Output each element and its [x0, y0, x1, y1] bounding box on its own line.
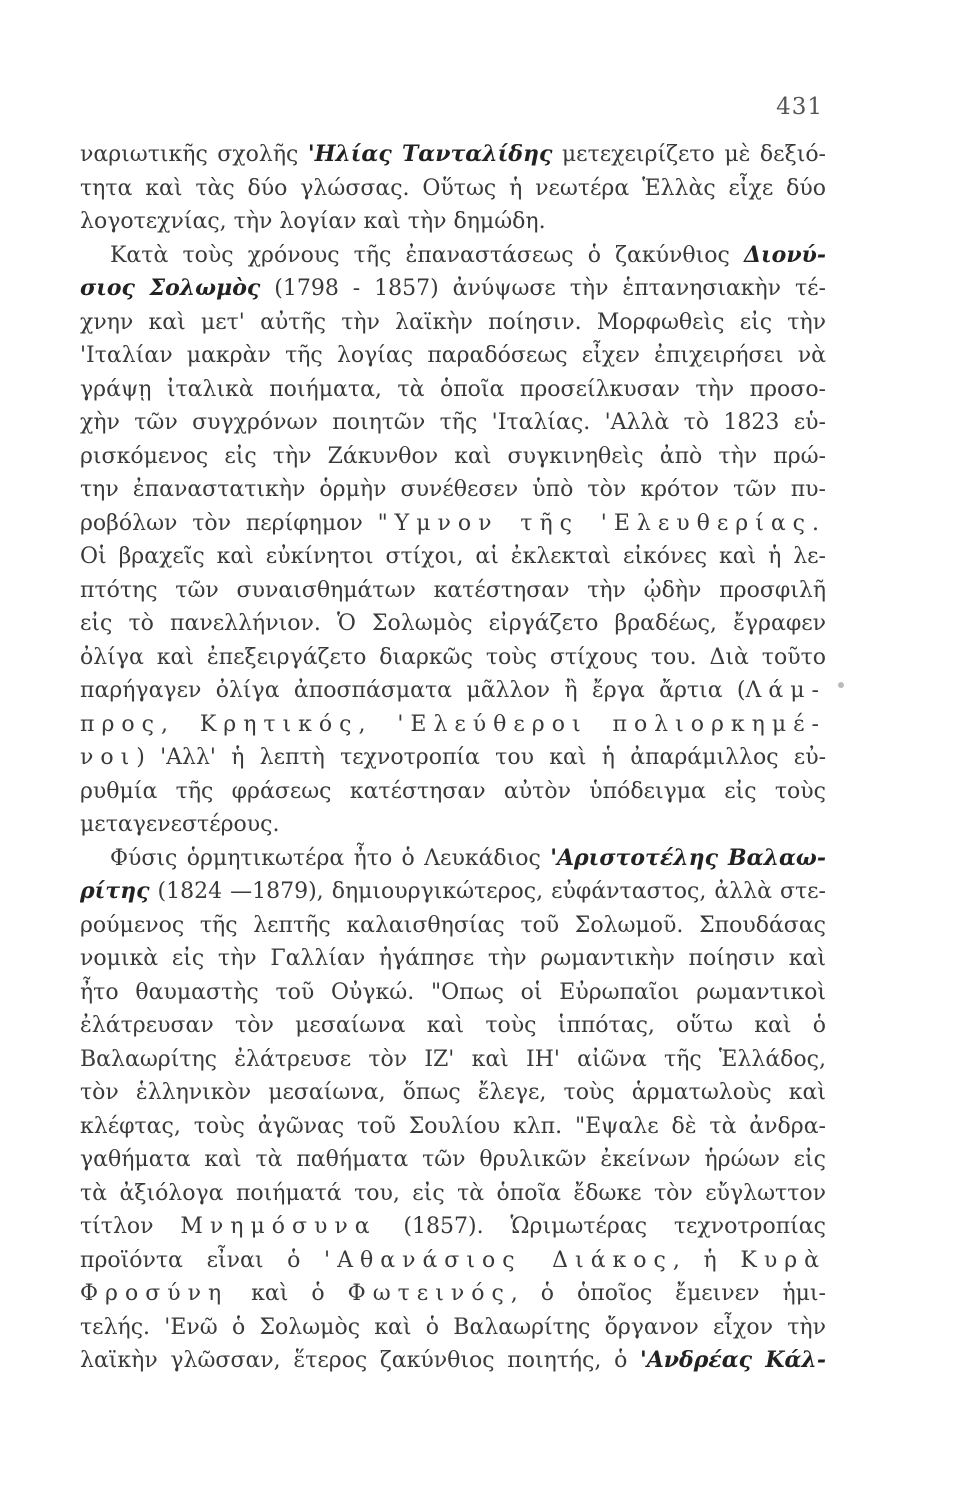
text-segment: γράψῃ ἰταλικὰ ποιήματα, τὰ ὁποῖα προσείλκυσαν τὴν προσο- [80, 376, 826, 402]
text-line [80, 708, 826, 742]
spaced-title: προς, Κρητικός, 'Ελεύθεροι πολιορκημέ- [80, 711, 826, 737]
text-line [80, 138, 826, 172]
text-segment: μετεχειρίζετο μὲ δεξιό- [552, 142, 826, 167]
emphasized-name: σιος Σολωμὸς [80, 275, 261, 301]
text-segment: Οἱ βραχεῖς καὶ εὐκίνητοι στίχοι, αἱ ἐκλεκταὶ εἰκόνες καὶ ἡ λε- [80, 544, 826, 569]
text-line [80, 1210, 826, 1244]
text-segment: ναριωτικῆς σχολῆς [80, 142, 308, 167]
text-segment: καὶ ὁ [228, 1281, 348, 1306]
text-segment: (1857). Ὡριμωτέρας τεχνοτροπίας [376, 1214, 826, 1239]
text-segment: τὰ ἀξιόλογα ποιήματά του, εἰς τὰ ὁποῖα ἔδωκε τὸν εὔγλωττον [80, 1180, 826, 1206]
text-line [80, 775, 826, 809]
text-segment: ἦτο θαυμαστὴς τοῦ Οὐγκώ. "Οπως οἱ Εὐρωπαῖοι ρωμαντικοὶ [80, 979, 826, 1005]
text-line [80, 540, 826, 574]
text-segment: ρυθμία τῆς φράσεως κατέστησαν αὐτὸν ὑπόδειγμα εἰς τοὺς [80, 778, 826, 804]
spaced-title: Φωτεινός [347, 1281, 511, 1306]
text-segment: , ὁ ὁποῖος ἔμεινεν ἡμι- [510, 1281, 826, 1306]
text-segment: γαθήματα καὶ τὰ παθήματα τῶν θρυλικῶν ἐκείνων ἡρώων εἰς [80, 1147, 826, 1172]
text-segment: την ἐπαναστατικὴν ὁρμὴν συνέθεσεν ὑπὸ τὸν κρότον τῶν πυ- [80, 477, 826, 502]
spaced-title: Κυρὰ [740, 1247, 826, 1273]
text-line [80, 942, 826, 976]
text-segment: Κατὰ τοὺς χρόνους τῆς ἐπαναστάσεως ὁ ζακύνθιος [110, 242, 744, 268]
spaced-title: Φροσύνη [80, 1281, 229, 1306]
text-line [80, 607, 826, 641]
text-line [80, 1009, 826, 1043]
text-line [80, 473, 826, 507]
text-segment: ἐλάτρευσαν τὸν μεσαίωνα καὶ τοὺς ἱππότας, οὕτω καὶ ὁ [80, 1013, 826, 1038]
text-segment: λαϊκὴν γλῶσσαν, ἕτερος ζακύνθιος ποιητής, ὁ [80, 1348, 640, 1373]
text-line [80, 1043, 826, 1077]
text-line [80, 674, 826, 708]
text-segment: παρήγαγεν ὀλίγα ἀποσπάσματα μᾶλλον ἢ ἔργα ἄρτια ( [80, 678, 746, 703]
text-line [80, 272, 826, 306]
text-line [80, 1076, 826, 1110]
margin-mark [838, 682, 844, 688]
page-number: 431 [776, 94, 823, 120]
text-segment: τίτλον [80, 1214, 181, 1239]
text-segment: (1824 —1879), δημιουργικώτερος, εὐφάνταστος, ἀλλὰ στε- [149, 879, 826, 904]
text-line [80, 741, 826, 775]
text-line [80, 976, 826, 1010]
text-line [80, 1344, 826, 1378]
text-line [80, 1244, 826, 1278]
text-line [80, 306, 826, 340]
text-segment: Φύσις ὁρμητικωτέρα ἦτο ὁ Λευκάδιος [110, 845, 551, 871]
text-line [80, 1277, 826, 1311]
emphasized-name: Διονύ- [743, 241, 826, 268]
text-segment: ρούμενος τῆς λεπτῆς καλαισθησίας τοῦ Σολωμοῦ. Σπουδάσας [80, 912, 826, 938]
text-segment: ὀλίγα καὶ ἐπεξειργάζετο διαρκῶς τοὺς στίχους του. Διὰ τοῦτο [80, 644, 826, 670]
text-segment: , ἡ [672, 1247, 741, 1273]
text-segment: πτότης τῶν συναισθημάτων κατέστησαν τὴν ᾠδὴν προσφιλῆ [80, 577, 826, 603]
text-segment: χνην καὶ μετ' αὐτῆς τὴν λαϊκὴν ποίησιν. Μορφωθεὶς εἰς τὴν [80, 309, 826, 335]
text-block [80, 138, 826, 1378]
spaced-title: 'Αθανάσιος Διάκος [324, 1247, 673, 1273]
text-line [80, 641, 826, 675]
text-line [80, 205, 826, 239]
text-segment: νομικὰ εἰς τὴν Γαλλίαν ἠγάπησε τὴν ρωμαντικὴν ποίησιν καὶ [80, 946, 826, 971]
text-line [80, 909, 826, 943]
text-segment: εἰς τὸ πανελλήνιον. Ὁ Σολωμὸς εἰργάζετο βραδέως, ἔγραφεν [80, 611, 826, 636]
text-segment: τὸν ἑλληνικὸν μεσαίωνα, ὅπως ἔλεγε, τοὺς ἁρματωλοὺς καὶ [80, 1080, 826, 1105]
emphasized-name: ρίτης [80, 878, 150, 904]
emphasized-name: 'Ηλίας Τανταλίδης [307, 141, 553, 167]
text-line [80, 1110, 826, 1144]
text-segment: (1798 - 1857) ἀνύψωσε τὴν ἑπτανησιακὴν τέ- [260, 276, 826, 301]
text-segment: Βαλαωρίτης ἐλάτρευσε τὸν ΙΖ' καὶ ΙΗ' αἰῶνα τῆς Ἑλλάδος, [80, 1046, 826, 1072]
text-segment: τελής. 'Ενῶ ὁ Σολωμὸς καὶ ὁ Βαλαωρίτης ὄργανον εἶχον τὴν [80, 1314, 826, 1340]
text-line [80, 507, 826, 541]
spaced-title: νοι [80, 745, 137, 770]
text-line [80, 440, 826, 474]
text-line [80, 172, 826, 206]
text-segment: 'Ιταλίαν μακρὰν τῆς λογίας παραδόσεως εἶχεν ἐπιχειρήσει νὰ [80, 343, 826, 368]
text-segment: λογοτεχνίας, τὴν λογίαν καὶ τὴν δημώδη. [80, 209, 546, 234]
text-line [80, 339, 826, 373]
text-line [80, 1143, 826, 1177]
text-line [80, 1177, 826, 1211]
text-segment: ροβόλων τὸν περίφημον [80, 510, 378, 536]
spaced-title: Μνημόσυνα [180, 1214, 377, 1239]
text-line [80, 875, 826, 909]
text-line [80, 842, 826, 876]
text-segment: ρισκόμενος εἰς τὴν Ζάκυνθον καὶ συγκινηθεὶς ἀπὸ τὴν πρώ- [80, 443, 826, 469]
text-line [80, 574, 826, 608]
text-segment: προϊόντα εἶναι ὁ [80, 1247, 325, 1273]
text-segment: τητα καὶ τὰς δύο γλώσσας. Οὕτως ἡ νεωτέρα Ἑλλὰς εἶχε δύο [80, 175, 826, 201]
emphasized-name: 'Αριστοτέλης Βαλαω- [550, 844, 826, 871]
text-line [80, 373, 826, 407]
text-line [80, 406, 826, 440]
spaced-title: Λάμ- [745, 678, 826, 703]
text-line [80, 808, 826, 842]
text-segment: χὴν τῶν συγχρόνων ποιητῶν τῆς 'Ιταλίας. 'Αλλὰ τὸ 1823 εὑ- [80, 410, 826, 435]
text-segment: κλέφτας, τοὺς ἀγῶνας τοῦ Σουλίου κλπ. "Εψαλε δὲ τὰ ἀνδρα- [80, 1113, 826, 1139]
text-segment: ) 'Αλλ' ἡ λεπτὴ τεχνοτροπία του καὶ ἡ ἀπαράμιλλος εὐ- [136, 745, 826, 770]
text-line [80, 1311, 826, 1345]
text-line [80, 239, 826, 273]
spaced-title: "Υμνον τῆς 'Ελευθερίας. [377, 510, 826, 536]
emphasized-name: 'Ανδρέας Κάλ- [639, 1347, 826, 1373]
text-segment: μεταγενεστέρους. [80, 812, 280, 837]
